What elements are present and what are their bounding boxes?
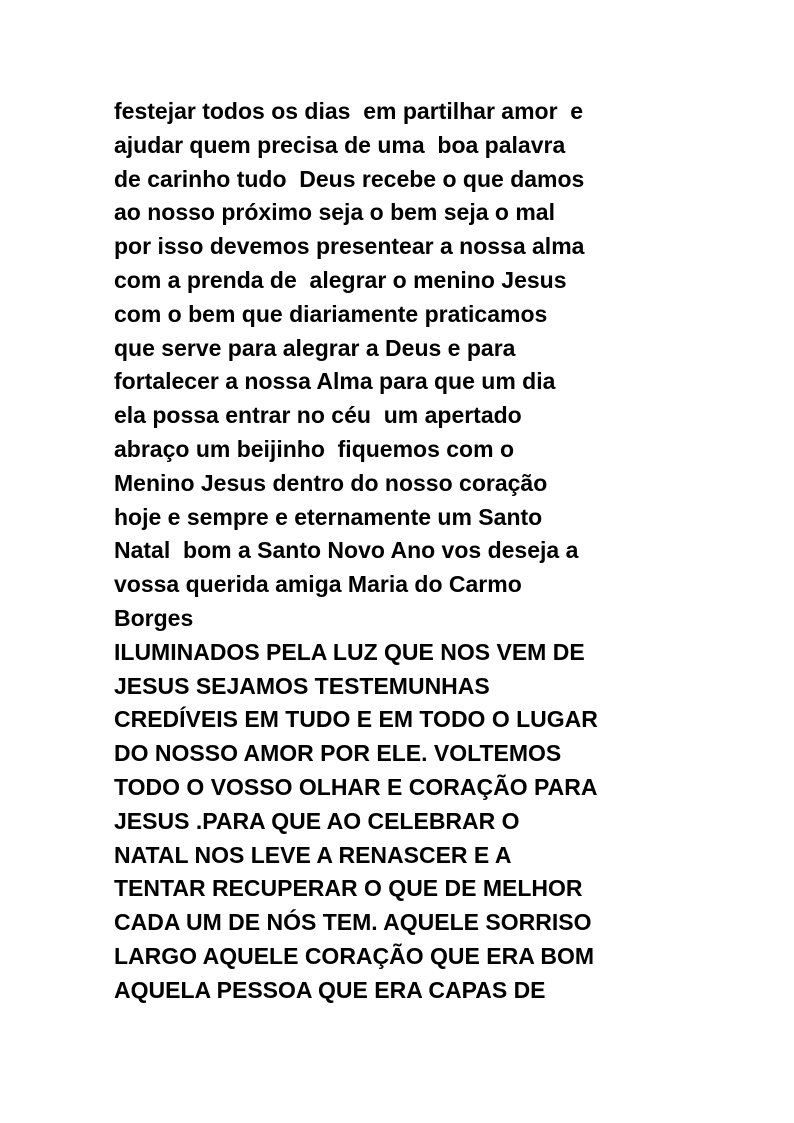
text-line: ao nosso próximo seja o bem seja o mal xyxy=(114,199,555,226)
body-text xyxy=(114,95,714,1008)
text-line: hoje e sempre e eternamente um Santo xyxy=(114,503,543,530)
text-line: ajudar quem precisa de uma boa palavra xyxy=(114,131,566,158)
text-line: NATAL NOS LEVE A RENASCER E A xyxy=(114,841,512,868)
text-line: vossa querida amiga Maria do Carmo xyxy=(114,571,522,598)
text-line: JESUS .PARA QUE AO CELEBRAR O xyxy=(114,807,520,834)
text-line: CREDÍVEIS EM TUDO E EM TODO O LUGAR xyxy=(114,706,598,733)
text-line: ela possa entrar no céu um apertado xyxy=(114,402,522,429)
text-line: abraço um beijinho fiquemos com o xyxy=(114,435,514,462)
text-line: ILUMINADOS PELA LUZ QUE NOS VEM DE xyxy=(114,638,585,665)
text-line: com a prenda de alegrar o menino Jesus xyxy=(114,266,567,293)
text-line: por isso devemos presentear a nossa alma xyxy=(114,233,585,260)
text-line: AQUELA PESSOA QUE ERA CAPAS DE xyxy=(114,976,546,1003)
text-line: fortalecer a nossa Alma para que um dia xyxy=(114,368,556,395)
text-line: CADA UM DE NÓS TEM. AQUELE SORRISO xyxy=(114,909,592,936)
text-line: DO NOSSO AMOR POR ELE. VOLTEMOS xyxy=(114,740,562,767)
text-line: Borges xyxy=(114,604,194,631)
text-line: LARGO AQUELE CORAÇÃO QUE ERA BOM xyxy=(114,942,595,969)
text-line: Menino Jesus dentro do nosso coração xyxy=(114,469,548,496)
text-line: Natal bom a Santo Novo Ano vos deseja a xyxy=(114,537,579,564)
text-line: JESUS SEJAMOS TESTEMUNHAS xyxy=(114,672,490,699)
text-line: festejar todos os dias em partilhar amor e xyxy=(114,98,584,124)
text-line: TODO O VOSSO OLHAR E CORAÇÃO PARA xyxy=(114,773,598,800)
text-line: que serve para alegrar a Deus e para xyxy=(114,334,516,361)
text-line: de carinho tudo Deus recebe o que damos xyxy=(114,165,585,192)
text-line: TENTAR RECUPERAR O QUE DE MELHOR xyxy=(114,875,583,902)
text-line: com o bem que diariamente praticamos xyxy=(114,300,548,327)
